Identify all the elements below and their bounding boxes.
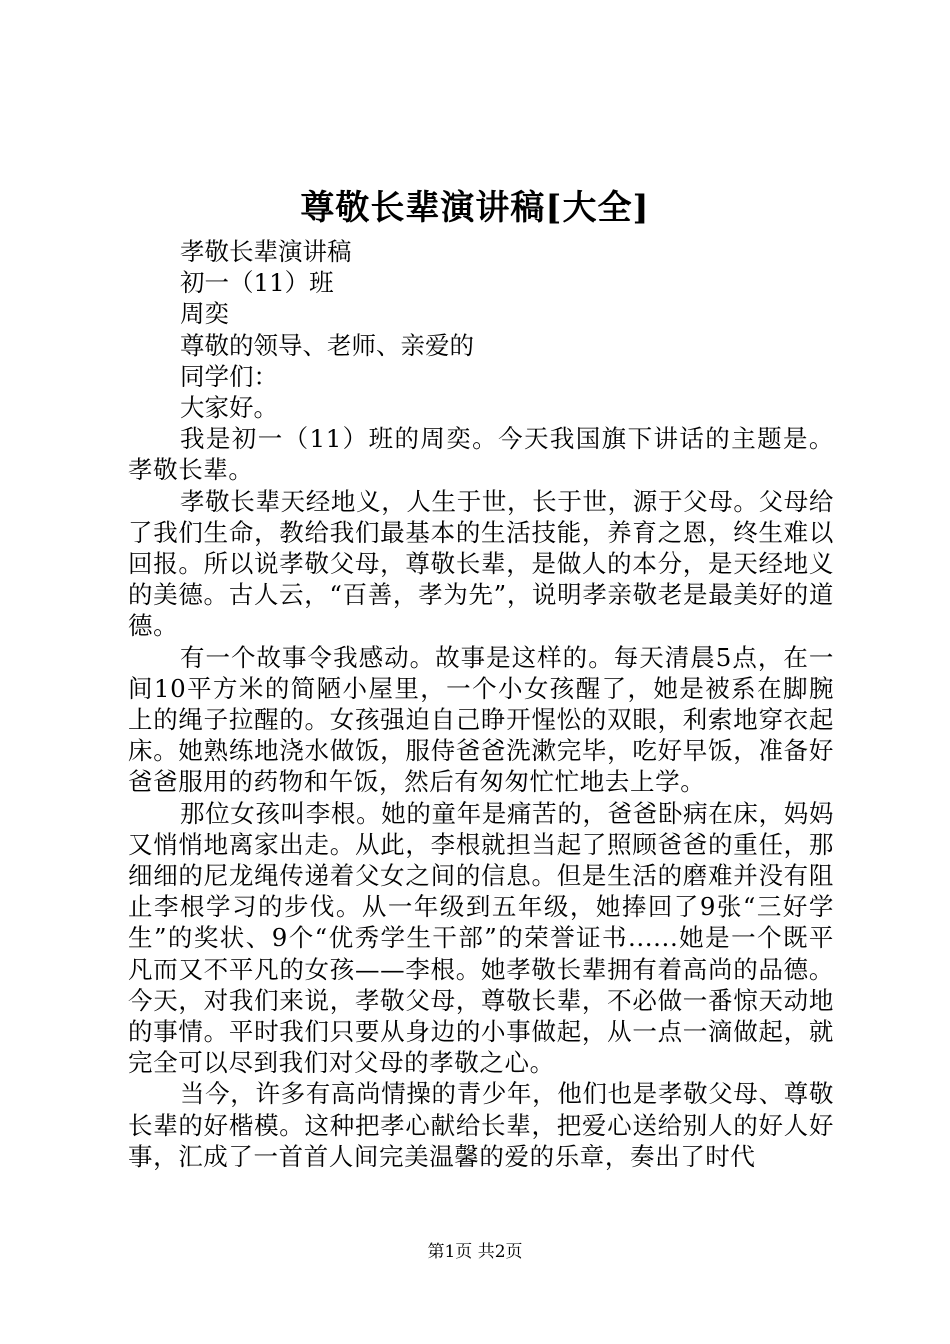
header-line-greeting: 大家好。 <box>180 393 278 423</box>
paragraph-intro: 我是初一（11）班的周奕。今天我国旗下讲话的主题是。孝敬长辈。 <box>128 424 834 485</box>
header-line-class: 初一（11）班 <box>180 268 334 298</box>
header-line-author: 周奕 <box>180 299 229 329</box>
header-line-speech-title: 孝敬长辈演讲稿 <box>180 237 352 266</box>
paragraph-filial-duty: 孝敬长辈天经地义，人生于世，长于世，源于父母。父母给了我们生命，教给我们最基本的生活技能，养育之恩，终生难以回报。所以说孝敬父母，尊敬长辈，是做人的本分，是天经地义的美德。古人云，“百善，孝为先”，说明孝亲敬老是最美好的道德。 <box>128 486 834 641</box>
document-title: 尊敬长辈演讲稿[大全] <box>300 188 650 228</box>
document-body <box>128 236 834 1172</box>
page-footer: 第1页 共2页 <box>427 1242 523 1262</box>
paragraph-role-models: 当今，许多有高尚情操的青少年，他们也是孝敬父母、尊敬长辈的好楷模。这种把孝心献给长辈，把爱心送给别人的好人好事，汇成了一首首人间完美温馨的爱的乐章，奏出了时代 <box>128 1079 834 1171</box>
header-line-salutation-cont: 同学们： <box>180 361 278 391</box>
paragraph-li-gen: 那位女孩叫李根。她的童年是痛苦的，爸爸卧病在床，妈妈又悄悄地离家出走。从此，李根就担当起了照顾爸爸的重任，那细细的尼龙绳传递着父女之间的信息。但是生活的磨难并没有阻止李根学习的步伐。从一年级到五年级，她捧回了9张“三好学生”的奖状、9个“优秀学生干部”的荣誉证书......她是一个既平凡而又不平凡的女孩——李根。她孝敬长辈拥有着高尚的品德。今天，对我们来说，孝敬父母，尊敬长辈，不必做一番惊天动地的事情。平时我们只要从身边的小事做起，从一点一滴做起，就完全可以尽到我们对父母的孝敬之心。 <box>128 798 834 1078</box>
header-line-salutation: 尊敬的领导、老师、亲爱的 <box>180 330 474 360</box>
paragraph-story: 有一个故事令我感动。故事是这样的。每天清晨5点，在一间10平方米的简陋小屋里，一个小女孩醒了，她是被系在脚腕上的绳子拉醒的。女孩强迫自己睁开惺忪的双眼，利索地穿衣起床。她熟练地浇水做饭，服侍爸爸洗漱完毕，吃好早饭，准备好爸爸服用的药物和午饭，然后有匆匆忙忙地去上学。 <box>128 642 834 797</box>
